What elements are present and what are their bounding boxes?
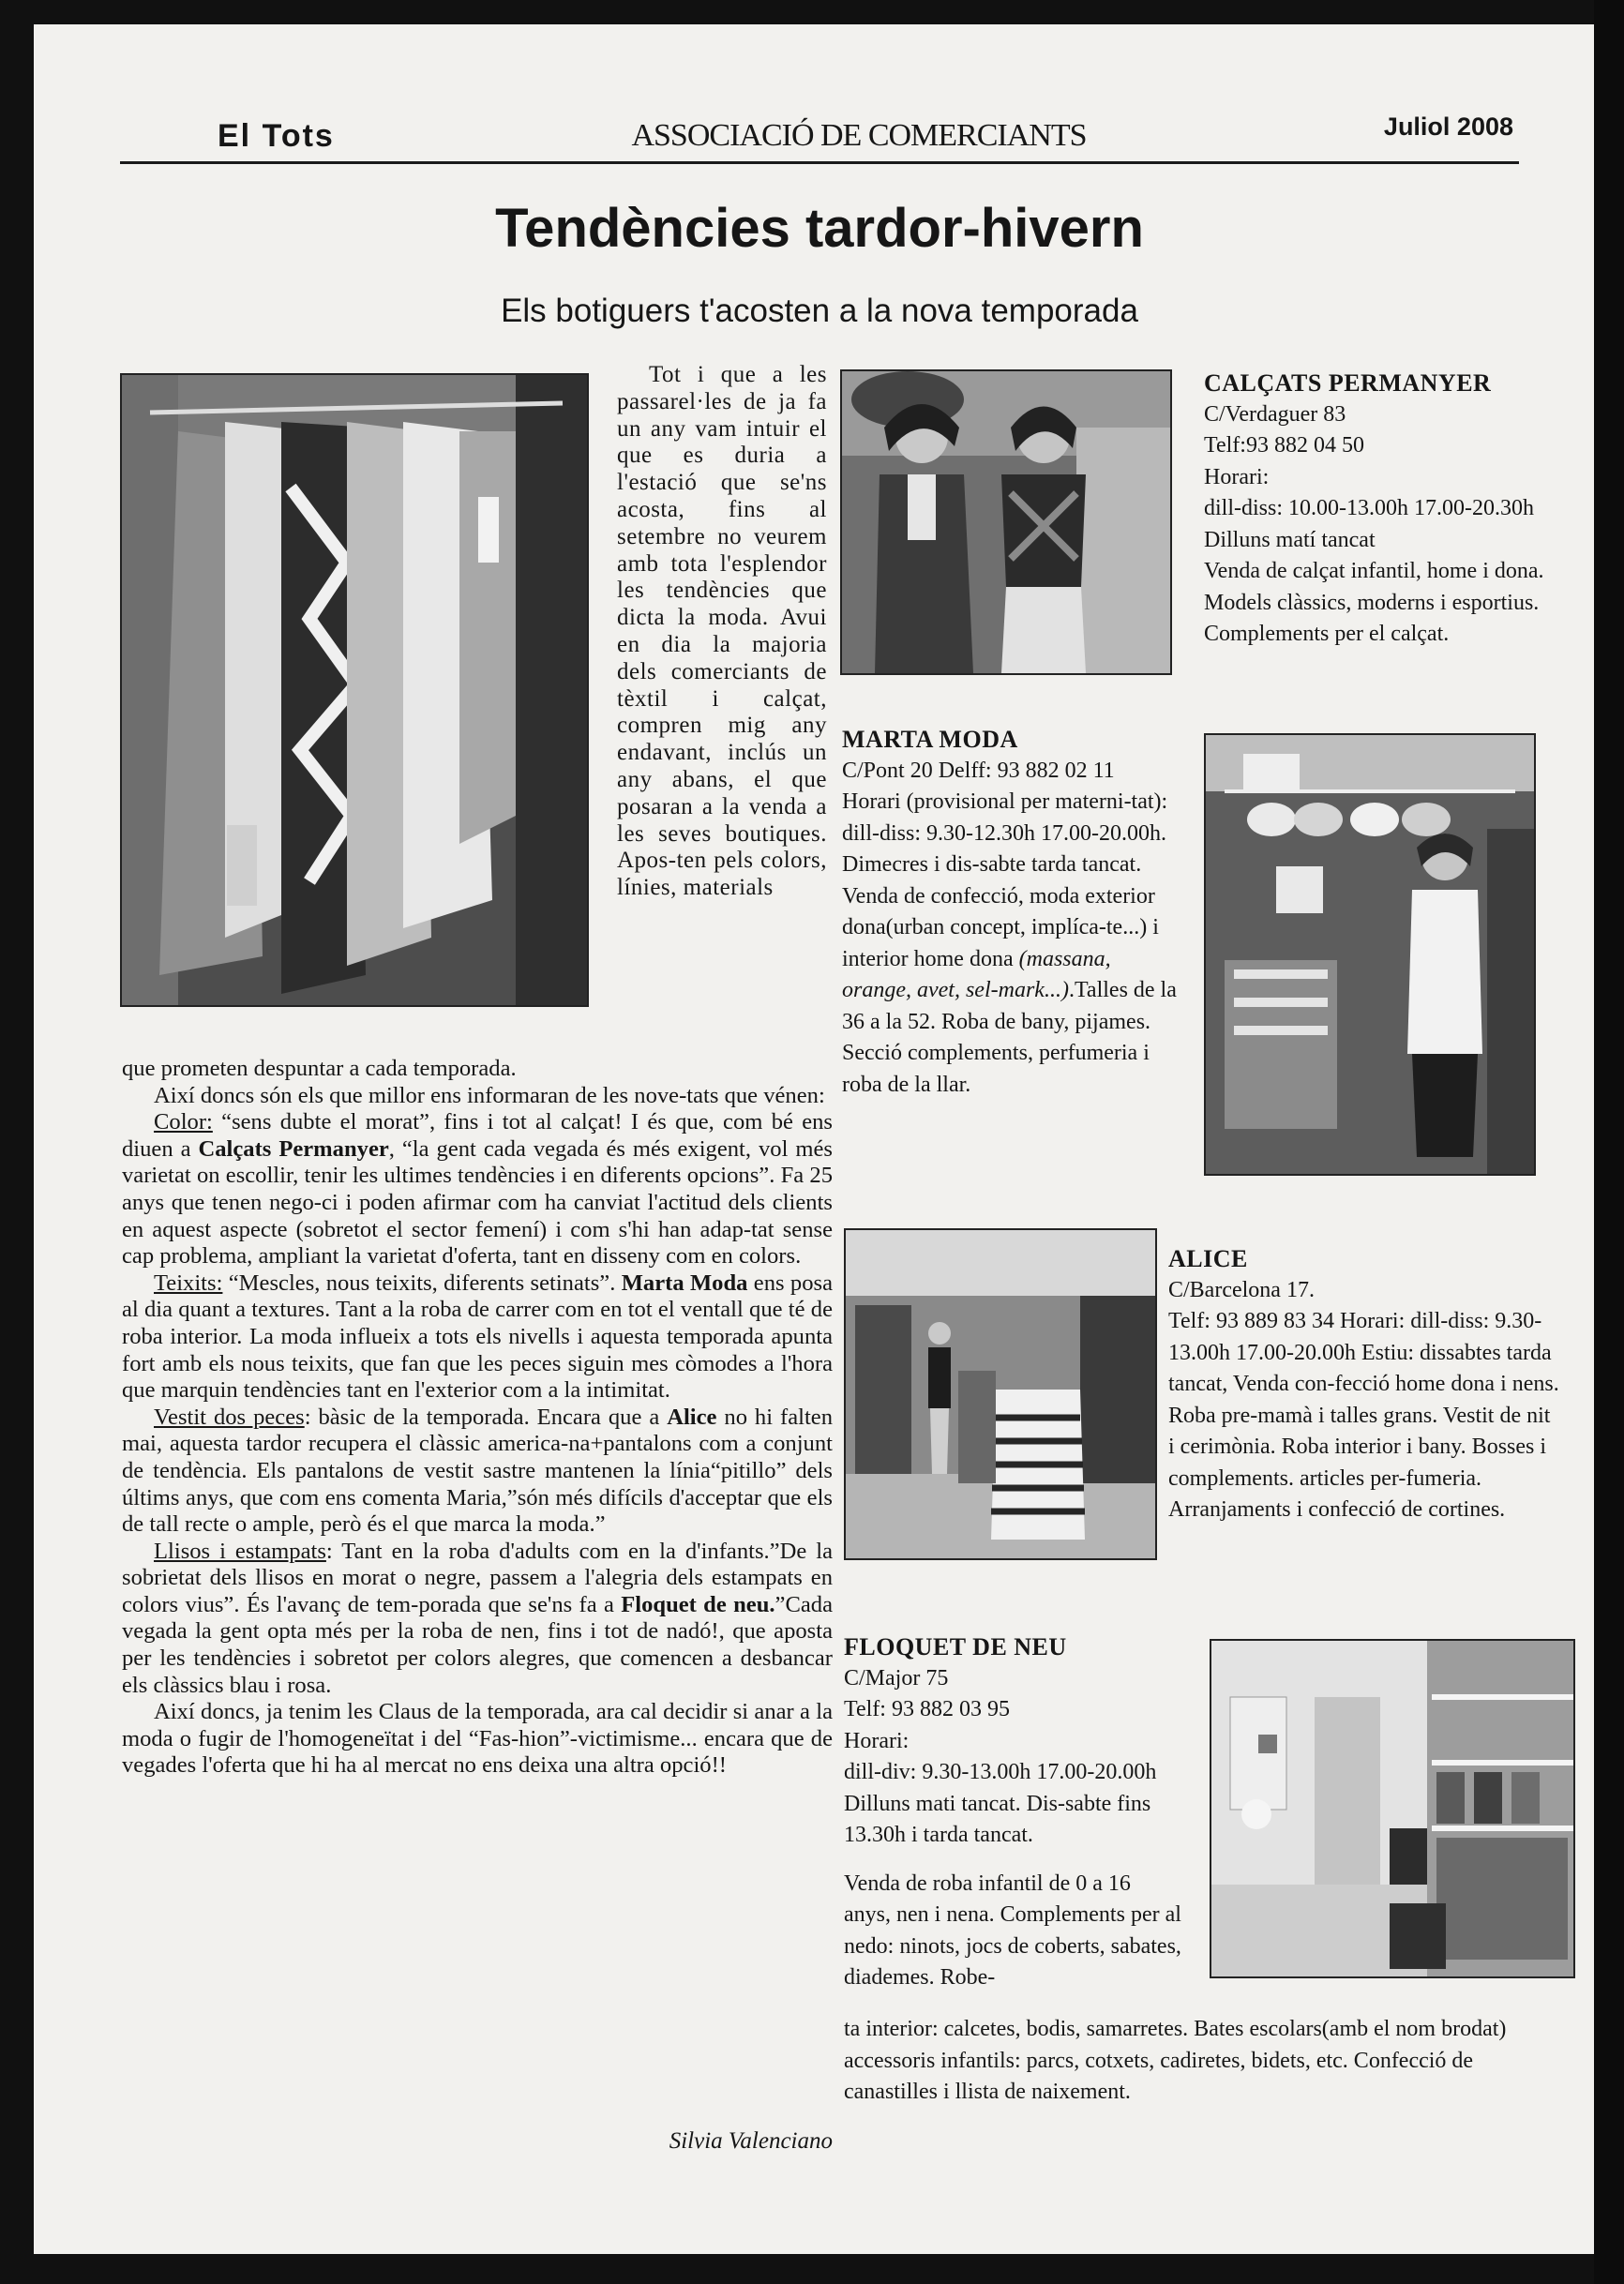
shop-floquet-desc-2: ta interior: calcetes, bodis, samarretes. Bates escolars(amb el nom brodat) accessoris infantils: parcs, cotxets, cadiretes, bidets, etc. Confecció de canastilles i llista de naixement. <box>844 2017 1507 2104</box>
alice-photo <box>844 1228 1157 1560</box>
vestit-text-2: no hi falten mai, aquesta tardor recupera el clàssic america-na+pantalons com a conjunt de tendència. Els pantalons de vestit sastre mantenen la línia“pitillo” dels últims anys, que com ens comenta Maria,”són més difícils d'acceptar que els de tall recte o ample, però és el que marca la moda.” <box>122 1404 833 1538</box>
color-label: Color: <box>154 1109 213 1135</box>
shop-marta-address: C/Pont 20 Delff: 93 882 02 11 <box>842 758 1115 783</box>
clothes-rack-photo <box>120 373 589 1007</box>
shop-alice-desc: Telf: 93 889 83 34 Horari: dill-diss: 9.30-13.00h 17.00-20.00h Estiu: dissabtes tarda tancat, Venda con-fecció home dona i nens. Roba pre-mamà i talles grans. Vestit de nit i cerimònia. Roba interior i bany. Bosses i complements. articles per-fumeria. Arranjaments i confecció de cortines. <box>1168 1309 1559 1522</box>
shop-marta-brands: (massana, orange, avet, sel-mark...) <box>842 946 1111 1002</box>
color-text-1: “sens dubte el morat”, fins i tot al calçat! I és que, com bé ens diuen a <box>122 1109 833 1162</box>
floquet-photo <box>1210 1639 1575 1978</box>
intro-continuation: que prometen despuntar a cada temporada. <box>122 1056 517 1081</box>
issue-date: Juliol 2008 <box>1383 113 1513 141</box>
paragraph-llisos <box>122 1539 833 1700</box>
shop-permanyer-address: C/Verdaguer 83 <box>1204 401 1346 427</box>
llisos-label: Llisos i estampats <box>154 1538 326 1564</box>
shop-marta-details <box>842 787 1181 1101</box>
shop-permanyer-name: CALÇATS PERMANYER <box>1204 369 1492 397</box>
shop-floquet-address: C/Major 75 <box>844 1665 949 1690</box>
teixits-text-1: “Mescles, nous teixits, diferents setinats”. <box>222 1270 622 1296</box>
shop-marta-desc: .Talles de la 36 a la 52. Roba de bany, pijames. Secció complements, perfumeria i roba de la llar. <box>842 978 1177 1097</box>
color-text-2: , “la gent cada vegada és més exigent, vol més varietat on escollir, tenir les ultimes tendències i en diferents opcions”. Fa 25 anys que tenen nego-ci i poden afirmar com ha canviat l'actitud dels clients en aquest aspecte (sobretot el sector femení) i com s'hi han adap-tat sense cap problema, ampliant la varietat d'oferta, tant en disseny com en colors. <box>122 1135 833 1270</box>
scan-edge <box>1594 0 1624 2284</box>
shop-alice-address: C/Barcelona 17. <box>1168 1277 1315 1302</box>
vestit-text-1: : bàsic de la temporada. Encara que a <box>304 1404 668 1430</box>
teixits-label: Teixits: <box>154 1270 223 1296</box>
vestit-shop: Alice <box>667 1404 717 1430</box>
shop-marta-name: MARTA MODA <box>842 726 1018 753</box>
shop-floquet-hours-label: Horari: <box>844 1728 910 1753</box>
color-shop: Calçats Permanyer <box>198 1135 389 1162</box>
shop-floquet-desc-2-wrap <box>844 2014 1566 2109</box>
paragraph-novetats: Així doncs són els que millor ens informaran de les nove-tats que vénen: <box>154 1082 825 1108</box>
paragraph-color <box>122 1109 833 1270</box>
paragraph-teixits <box>122 1270 833 1405</box>
shop-marta-hours: Horari (provisional per materni-tat): dill-diss: 9.30-12.30h 17.00-20.00h. Dimecres i dis-sabte tarda tancat. Venda de confecció, moda exterior dona(urban concept, implíca-te...) i interior home dona <box>842 789 1168 971</box>
shop-floquet-desc-1: Venda de roba infantil de 0 a 16 anys, nen i nena. Complements per al nedo: ninots, jocs de coberts, sabates, diademes. Robe- <box>844 1871 1181 1990</box>
section-header: ASSOCIACIÓ DE COMERCIANTS <box>631 118 1087 153</box>
article-intro <box>617 362 827 902</box>
shop-floquet-hours: dill-div: 9.30-13.00h 17.00-20.00h Dilluns mati tancat. Dis-sabte fins 13.30h i tarda tancat. <box>844 1760 1157 1847</box>
marta-moda-photo <box>1204 733 1536 1176</box>
shop-floquet-name: FLOQUET DE NEU <box>844 1633 1067 1660</box>
paragraph-closing: Així doncs, ja tenim les Claus de la temporada, ara cal decidir si anar a la moda o fugir de l'homogeneïtat i del “Fas-hion”-victimisme... encara que de vegades l'oferta que hi ha al mercat no ens deixa una altra opció!! <box>122 1699 833 1779</box>
shop-permanyer <box>1204 368 1570 651</box>
paragraph-vestit <box>122 1405 833 1539</box>
permanyer-photo <box>840 369 1172 675</box>
llisos-text-2: ”Cada vegada la gent opta més per la roba de nen, fins i tot de nadó!, que aposta per les tendències i sobretot per colors alegres, que comencen a desbancar els clàssics blau i rosa. <box>122 1591 833 1698</box>
shop-marta-moda <box>842 724 1181 1101</box>
llisos-text-1: : Tant en la roba d'adults com en la d'infants.”De la sobrietat dels llisos en morat o negre, passem a l'alegria dels estampats en colors vius”. És l'avanç de tem-porada que se'ns fa a <box>122 1538 833 1617</box>
shop-permanyer-hours: dill-diss: 10.00-13.00h 17.00-20.30h Dilluns matí tancat <box>1204 496 1534 552</box>
shop-permanyer-hours-label: Horari: <box>1204 464 1270 489</box>
author-signature: Silvia Valenciano <box>669 2128 833 2154</box>
llisos-shop: Floquet de neu. <box>621 1591 775 1617</box>
header-rule <box>120 161 1519 164</box>
article-title: Tendències tardor-hivern <box>495 198 1144 259</box>
shop-permanyer-desc: Venda de calçat infantil, home i dona. Models clàssics, moderns i esportius. Complements per el calçat. <box>1204 559 1544 646</box>
magazine-name: El Tots <box>218 118 335 154</box>
spacer <box>844 1852 1181 1869</box>
shop-permanyer-phone: Telf:93 882 04 50 <box>1204 433 1364 458</box>
shop-floquet <box>844 1631 1181 1994</box>
teixits-text-2: ens posa al dia quant a textures. Tant a la roba de carrer com en tot el ventall que té de roba interior. La moda influeix a tots els nivells i aquesta temporada apunta fort amb els nous teixits, que fan que les peces siguin mes còmodes a l'hora que marquin tendències tant en l'exterior com a la intimitat. <box>122 1270 833 1404</box>
shop-floquet-phone: Telf: 93 882 03 95 <box>844 1697 1010 1721</box>
shop-alice <box>1168 1243 1562 1526</box>
article-subtitle: Els botiguers t'acosten a la nova temporada <box>501 293 1138 329</box>
teixits-shop: Marta Moda <box>621 1270 748 1296</box>
shop-alice-name: ALICE <box>1168 1245 1248 1272</box>
magazine-page <box>34 24 1594 2254</box>
article-body <box>122 1056 833 1780</box>
intro-paragraph: Tot i que a les passarel·les de ja fa un any vam intuir el que es duria a l'estació que se'ns acosta, fins al setembre no veurem amb tota l'esplendor les tendències que dicta la moda. Avui en dia la majoria dels comerciants de tèxtil i calçat, compren mig any endavant, inclús un any abans, el que posaran a la venda a les seves boutiques. Apos-ten pels colors, línies, materials <box>617 362 827 901</box>
vestit-label: Vestit dos peces <box>154 1404 305 1430</box>
